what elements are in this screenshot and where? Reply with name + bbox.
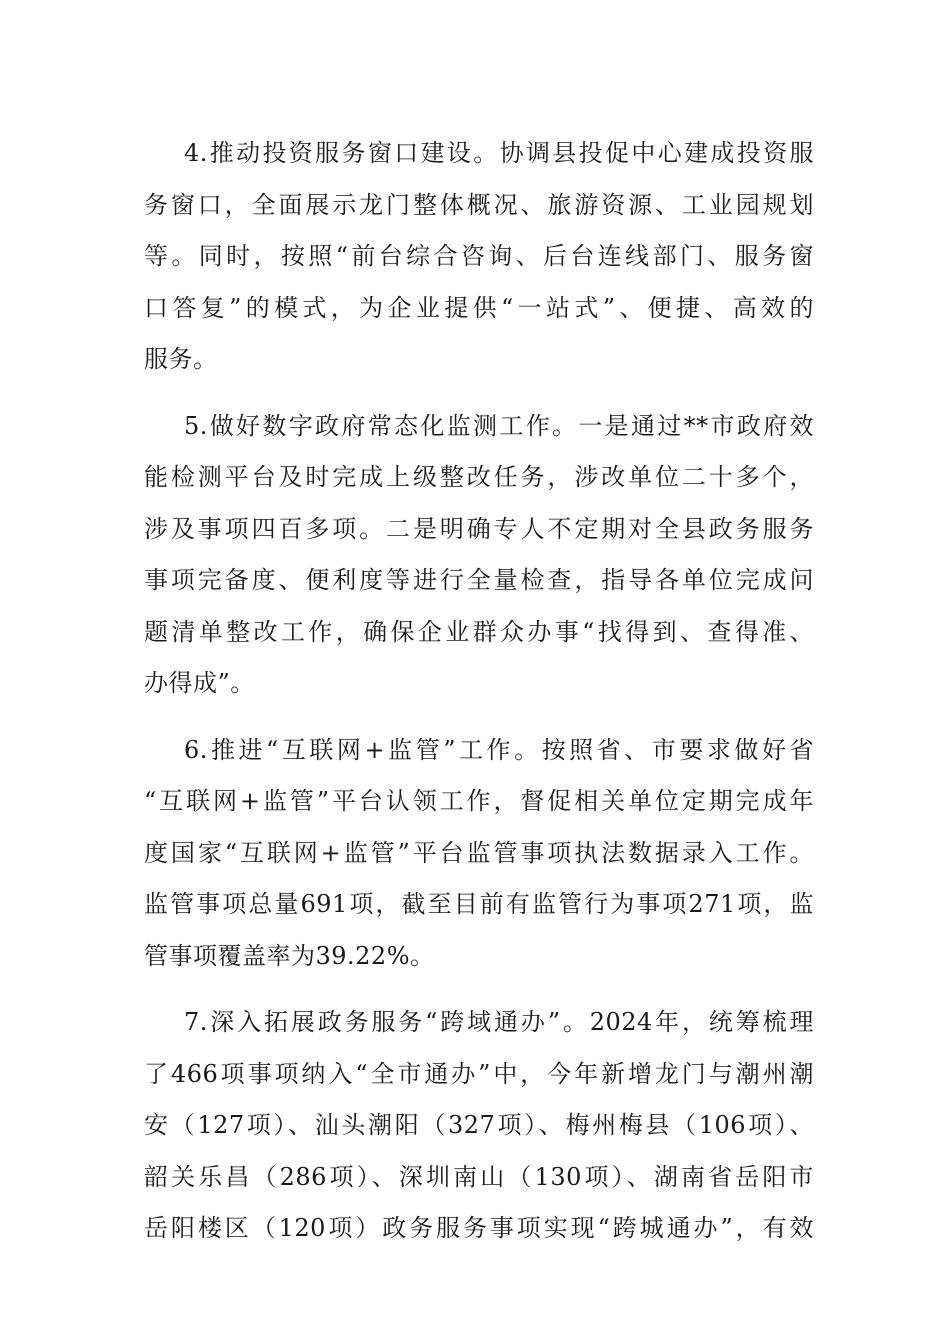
text-line: 管事项覆盖率为39.22%。 bbox=[144, 941, 435, 970]
text-line: 4.推动投资服务窗口建设。协调县投促中心建成投资服 bbox=[184, 139, 814, 167]
text-line: 题清单整改工作，确保企业群众办事“找得到、查得准、 bbox=[144, 617, 814, 646]
text-line: 口答复”的模式，为企业提供“一站式”、便捷、高效的 bbox=[144, 293, 814, 322]
text-line: “互联网+监管”平台认领工作，督促相关单位定期完成年 bbox=[144, 787, 814, 815]
text-line: 6.推进“互联网+监管”工作。按照省、市要求做好省 bbox=[184, 735, 814, 764]
document-body bbox=[144, 128, 814, 1270]
text-line: 务窗口，全面展示龙门整体概况、旅游资源、工业园规划 bbox=[144, 190, 814, 219]
paragraph-internet-plus-supervision bbox=[144, 725, 814, 983]
text-line: 监管事项总量691项，截至目前有监管行为事项271项，监 bbox=[144, 890, 814, 918]
text-line: 7.深入拓展政务服务“跨域通办”。2024年，统筹梳理 bbox=[184, 1008, 814, 1036]
text-line: 安（127项）、汕头潮阳（327项）、梅州梅县（106项）、 bbox=[144, 1111, 814, 1139]
text-line: 事项完备度、便利度等进行全量检查，指导各单位完成问 bbox=[144, 566, 814, 594]
text-line: 岳阳楼区（120项）政务服务事项实现“跨城通办”，有效 bbox=[144, 1214, 814, 1242]
text-line: 能检测平台及时完成上级整改任务，涉改单位二十多个， bbox=[144, 463, 814, 491]
text-line: 等。同时，按照“前台综合咨询、后台连线部门、服务窗 bbox=[144, 242, 814, 270]
text-line: 5.做好数字政府常态化监测工作。一是通过**市政府效 bbox=[184, 411, 814, 440]
text-line: 韶关乐昌（286项）、深圳南山（130项）、湖南省岳阳市 bbox=[144, 1162, 814, 1191]
text-line: 办得成”。 bbox=[144, 669, 255, 697]
text-line: 了466项事项纳入“全市通办”中，今年新增龙门与潮州潮 bbox=[144, 1059, 814, 1088]
text-line: 涉及事项四百多项。二是明确专人不定期对全县政务服务 bbox=[144, 514, 814, 543]
paragraph-cross-region-service bbox=[144, 997, 814, 1255]
paragraph-investment-service-window bbox=[144, 128, 814, 386]
text-line: 度国家“互联网+监管”平台监管事项执法数据录入工作。 bbox=[144, 838, 814, 867]
text-line: 服务。 bbox=[144, 345, 218, 373]
paragraph-digital-government-monitoring bbox=[144, 401, 814, 710]
